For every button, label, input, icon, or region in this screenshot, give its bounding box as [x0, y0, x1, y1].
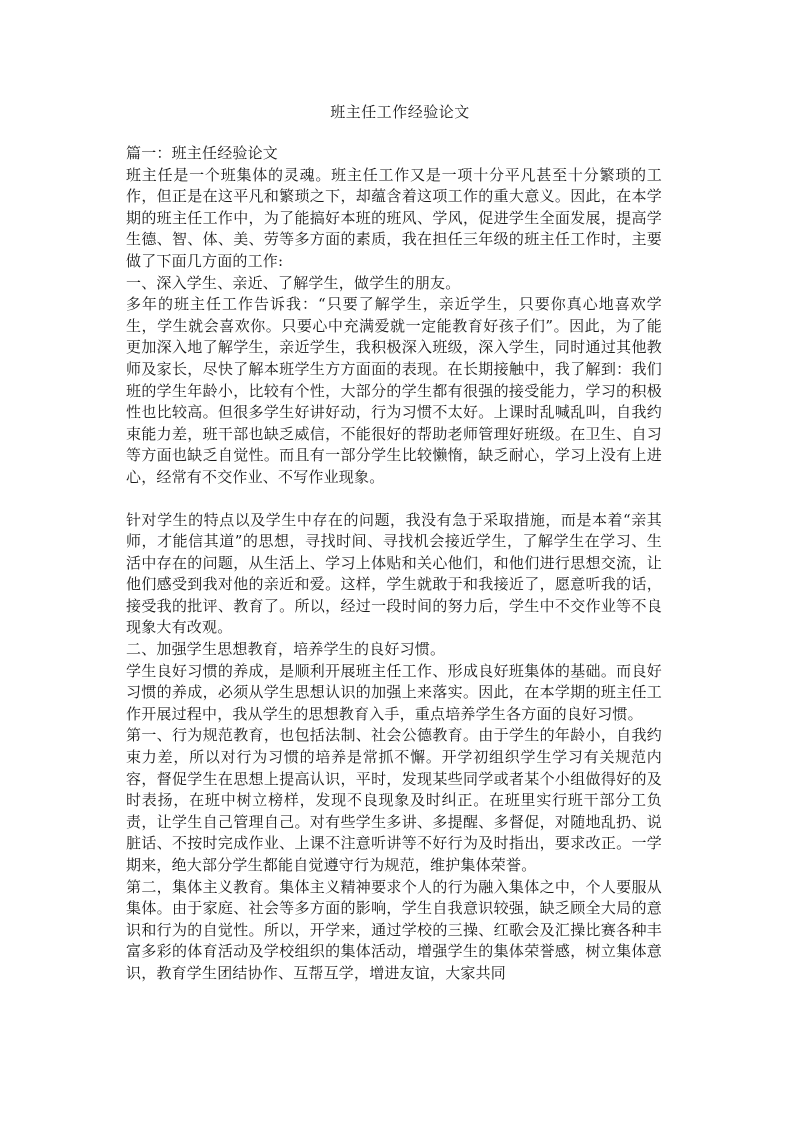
section-heading-1: 一、深入学生、亲近、了解学生，做学生的朋友。	[126, 273, 461, 292]
paragraph-behavior-norms: 第一、行为规范教育，也包括法制、社会公德教育。由于学生的年龄小，自我约束力差，所以对行为习惯的培养是常抓不懈。开学初组织学生学习有关规范内容，督促学生在思想上提高认识，平时，发现某些同学或者某个小组做得好的及时表扬，在班中树立榜样，发现不良现象及时纠正。在班里实行班干部分工负责，让学生自己管理自己。对有些学生多讲、多提醒、多督促，对随地乱扔、说脏话、不按时完成作业、上课不注意听讲等不好行为及时指出，要求改正。一学期来，绝大部分学生都能自觉遵守行为规范，维护集体荣誉。	[126, 726, 662, 874]
paragraph-understand-students: 多年的班主任工作告诉我：“只要了解学生，亲近学生，只要你真心地喜欢学生，学生就会喜欢你。只要心中充满爱就一定能教育好孩子们”。因此，为了能更加深入地了解学生，亲近学生，我积极深入班级，深入学生，同时通过其他教师及家长，尽快了解本班学生方方面面的表现。在长期接触中，我了解到：我们班的学生年龄小，比较有个性，大部分的学生都有很强的接受能力，学习的积极性也比较高。但很多学生好讲好动，行为习惯不太好。上课时乱喊乱叫，自我约束能力差，班干部也缺乏威信，不能很好的帮助老师管理好班级。在卫生、自习等方面也缺乏自觉性。而且有一部分学生比较懒惰，缺乏耐心，学习上没有上进心，经常有不交作业、不写作业现象。	[126, 295, 662, 486]
paragraph-gap	[126, 489, 662, 510]
section-heading-2: 二、加强学生思想教育，培养学生的良好习惯。	[126, 640, 446, 659]
paragraph-approach-students: 针对学生的特点以及学生中存在的问题，我没有急于采取措施，而是本着“亲其师，才能信其道”的思想，寻找时间、寻找机会接近学生，了解学生在学习、生活中存在的问题，从生活上、学习上体贴和关心他们，和他们进行思想交流，让他们感受到我对他的亲近和爱。这样，学生就敢于和我接近了，愿意听我的话，接受我的批评、教育了。所以，经过一段时间的努力后，学生中不交作业等不良现象大有改观。	[126, 510, 662, 637]
document-title: 班主任工作经验论文	[330, 103, 470, 121]
paragraph-intro: 班主任是一个班集体的灵魂。班主任工作又是一项十分平凡甚至十分繁琐的工作，但正是在这平凡和繁琐之下，却蕴含着这项工作的重大意义。因此，在本学期的班主任工作中，为了能搞好本班的班风、学风，促进学生全面发展，提高学生德、智、体、美、劳等多方面的素质，我在担任三年级的班主任工作时，主要做了下面几方面的工作:	[126, 165, 662, 270]
document-body	[126, 143, 662, 985]
paragraph-good-habits: 学生良好习惯的养成，是顺利开展班主任工作、形成良好班集体的基础。而良好习惯的养成，必须从学生思想认识的加强上来落实。因此，在本学期的班主任工作开展过程中，我从学生的思想教育入手，重点培养学生各方面的良好习惯。	[126, 661, 662, 723]
article-heading: 篇一：班主任经验论文	[126, 144, 279, 162]
paragraph-collectivism: 第二，集体主义教育。集体主义精神要求个人的行为融入集体之中，个人要服从集体。由于家庭、社会等多方面的影响，学生自我意识较强，缺乏顾全大局的意识和行为的自觉性。所以，开学来，通过学校的三操、红歌会及汇操比赛各种丰富多彩的体育活动及学校组织的集体活动，增强学生的集体荣誉感，树立集体意识，教育学生团结协作、互帮互学，增进友谊，大家共同	[126, 877, 662, 982]
